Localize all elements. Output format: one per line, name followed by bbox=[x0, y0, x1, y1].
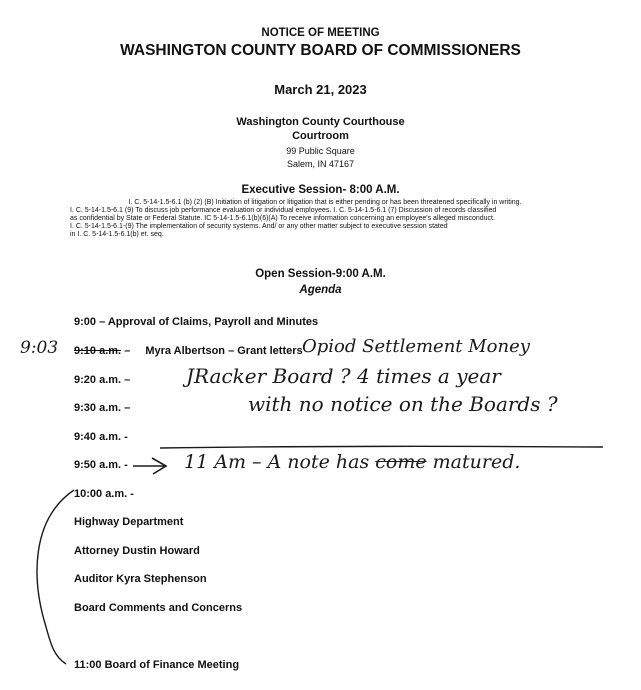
statute-line: as confidential by State or Federal Statute. IC 5-14-1.5-6.1(b)(6)(A) To receive information concerning an employee's alleged misconduct. bbox=[70, 215, 495, 222]
handwritten-time-correction: 9:03 bbox=[20, 338, 59, 358]
agenda-item-highway: Highway Department bbox=[74, 516, 184, 528]
handwritten-underline bbox=[160, 446, 603, 448]
agenda-heading: Agenda bbox=[299, 284, 342, 296]
statute-line: I. C. 5-14-1.5-6.1 (b) (2) (B) Initiation of litigation or litigation that is either pending or has been threatened specifically in writing. bbox=[128, 199, 522, 206]
agenda-dash: – bbox=[124, 345, 131, 357]
handwritten-text: matured. bbox=[432, 451, 521, 473]
board-title: WASHINGTON COUNTY BOARD OF COMMISSIONERS bbox=[120, 42, 521, 59]
executive-session-title: Executive Session- 8:00 A.M. bbox=[241, 184, 400, 196]
agenda-item-930: 9:30 a.m. – bbox=[74, 402, 131, 414]
statute-line: I. C. 5-14-1.5-6.1-(9) The implementation of security systems. And/ or any other matter subject to executive session stated bbox=[70, 223, 448, 230]
handwritten-struck-word: come bbox=[375, 451, 427, 473]
handwritten-note-opioid: Opiod Settlement Money bbox=[302, 336, 530, 357]
venue-name: Washington County Courthouse bbox=[236, 116, 405, 128]
agenda-item-claims: 9:00 – Approval of Claims, Payroll and Minutes bbox=[74, 316, 319, 328]
agenda-item-albertson-text: Myra Albertson – Grant letters bbox=[145, 345, 303, 357]
handwritten-note-notice: with no notice on the Boards ? bbox=[248, 392, 558, 416]
notice-heading: NOTICE OF MEETING bbox=[261, 27, 380, 39]
agenda-item-940: 9:40 a.m. - bbox=[74, 431, 128, 443]
handwritten-text: 11 Am – A note has bbox=[184, 451, 370, 473]
handwritten-bracket bbox=[37, 490, 74, 664]
open-session-title: Open Session-9:00 A.M. bbox=[255, 268, 386, 280]
agenda-item-1000: 10:00 a.m. - bbox=[74, 488, 134, 500]
agenda-item-auditor: Auditor Kyra Stephenson bbox=[74, 573, 207, 585]
venue-street: 99 Public Square bbox=[286, 146, 355, 156]
struck-time: 9:10 a.m. bbox=[74, 345, 122, 357]
agenda-item-board-of-finance: 11:00 Board of Finance Meeting bbox=[74, 659, 240, 671]
agenda-item-920: 9:20 a.m. – bbox=[74, 374, 131, 386]
agenda-item-attorney: Attorney Dustin Howard bbox=[74, 545, 200, 557]
agenda-item-950: 9:50 a.m. - bbox=[74, 459, 128, 471]
meeting-date: March 21, 2023 bbox=[274, 82, 367, 97]
handwritten-note-board: JRacker Board ? 4 times a year bbox=[186, 364, 501, 388]
statute-line: in I. C. 5-14-1.5-6.1(b) et. seq. bbox=[70, 231, 164, 238]
statute-line: I. C. 5-14-1.5-6.1 (9) To discuss job performance evaluation or individual employees. I. C. 5-14-1.5-6.1 (7) Discussion of records classified bbox=[70, 207, 497, 214]
venue-room: Courtroom bbox=[292, 130, 349, 142]
venue-city: Salem, IN 47167 bbox=[286, 159, 355, 169]
agenda-item-board-comments: Board Comments and Concerns bbox=[74, 602, 243, 614]
